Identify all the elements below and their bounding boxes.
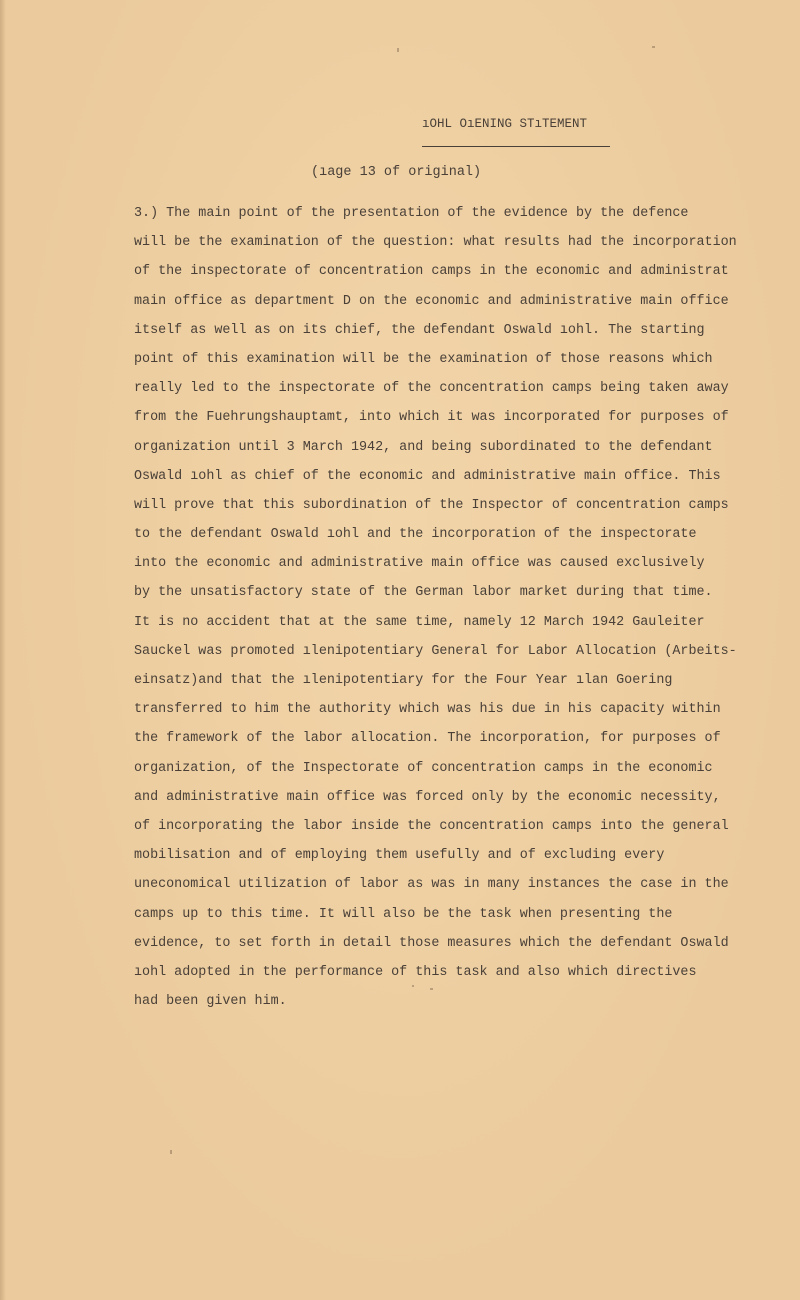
text-line: camps up to this time. It will also be the task when presenting the bbox=[134, 906, 673, 922]
text-line: of the inspectorate of concentration camps in the economic and administrat bbox=[134, 264, 729, 280]
text-line: the framework of the labor allocation. The incorporation, for purposes of bbox=[134, 731, 721, 747]
paper-speck bbox=[652, 46, 655, 48]
text-line: point of this examination will be the examination of those reasons which bbox=[134, 351, 713, 367]
text-line: to the defendant Oswald ıohl and the incorporation of the inspectorate bbox=[134, 527, 697, 543]
page-reference: (ıage 13 of original) bbox=[311, 165, 482, 180]
text-line: itself as well as on its chief, the defendant Oswald ıohl. The starting bbox=[134, 322, 705, 338]
text-line: had been given him. bbox=[134, 994, 287, 1010]
statement-body bbox=[134, 199, 794, 1016]
title-underline bbox=[422, 146, 610, 147]
paper-speck bbox=[430, 988, 433, 990]
text-line: will prove that this subordination of the Inspector of concentration camps bbox=[134, 497, 729, 513]
text-line: 3.) The main point of the presentation of the evidence by the defence bbox=[134, 206, 689, 221]
text-line: of incorporating the labor inside the concentration camps into the general bbox=[134, 818, 729, 834]
text-line: Oswald ıohl as chief of the economic and administrative main office. This bbox=[134, 468, 721, 484]
text-line: uneconomical utilization of labor as was in many instances the case in the bbox=[134, 877, 729, 893]
paper-speck bbox=[397, 48, 399, 52]
text-line: really led to the inspectorate of the concentration camps being taken away bbox=[134, 381, 729, 397]
text-line: It is no accident that at the same time, namely 12 March 1942 Gauleiter bbox=[134, 614, 705, 630]
text-line: and administrative main office was forced only by the economic necessity, bbox=[134, 789, 721, 805]
text-line: transferred to him the authority which was his due in his capacity within bbox=[134, 702, 721, 718]
page-edge-shadow bbox=[0, 0, 6, 1300]
text-line: by the unsatisfactory state of the German labor market during that time. bbox=[134, 585, 713, 601]
text-line: organization until 3 March 1942, and being subordinated to the defendant bbox=[134, 439, 713, 455]
text-line: organization, of the Inspectorate of concentration camps in the economic bbox=[134, 760, 713, 776]
text-line: ıohl adopted in the performance of this task and also which directives bbox=[134, 964, 697, 980]
text-line: einsatz)and that the ılenipotentiary for the Four Year ılan Goering bbox=[134, 673, 673, 688]
text-line: Sauckel was promoted ılenipotentiary General for Labor Allocation (Arbeits- bbox=[134, 643, 737, 659]
text-line: will be the examination of the question: what results had the incorporation bbox=[134, 235, 737, 251]
paper-speck bbox=[412, 985, 414, 987]
text-line: from the Fuehrungshauptamt, into which it was incorporated for purposes of bbox=[134, 410, 729, 426]
text-line: into the economic and administrative main office was caused exclusively bbox=[134, 556, 705, 572]
document-title: ıOHL OıENING STıTEMENT bbox=[422, 117, 588, 131]
paper-speck bbox=[170, 1150, 172, 1154]
text-line: mobilisation and of employing them usefully and of excluding every bbox=[134, 848, 665, 864]
text-line: main office as department D on the economic and administrative main office bbox=[134, 293, 729, 309]
text-line: evidence, to set forth in detail those measures which the defendant Oswald bbox=[134, 935, 729, 951]
